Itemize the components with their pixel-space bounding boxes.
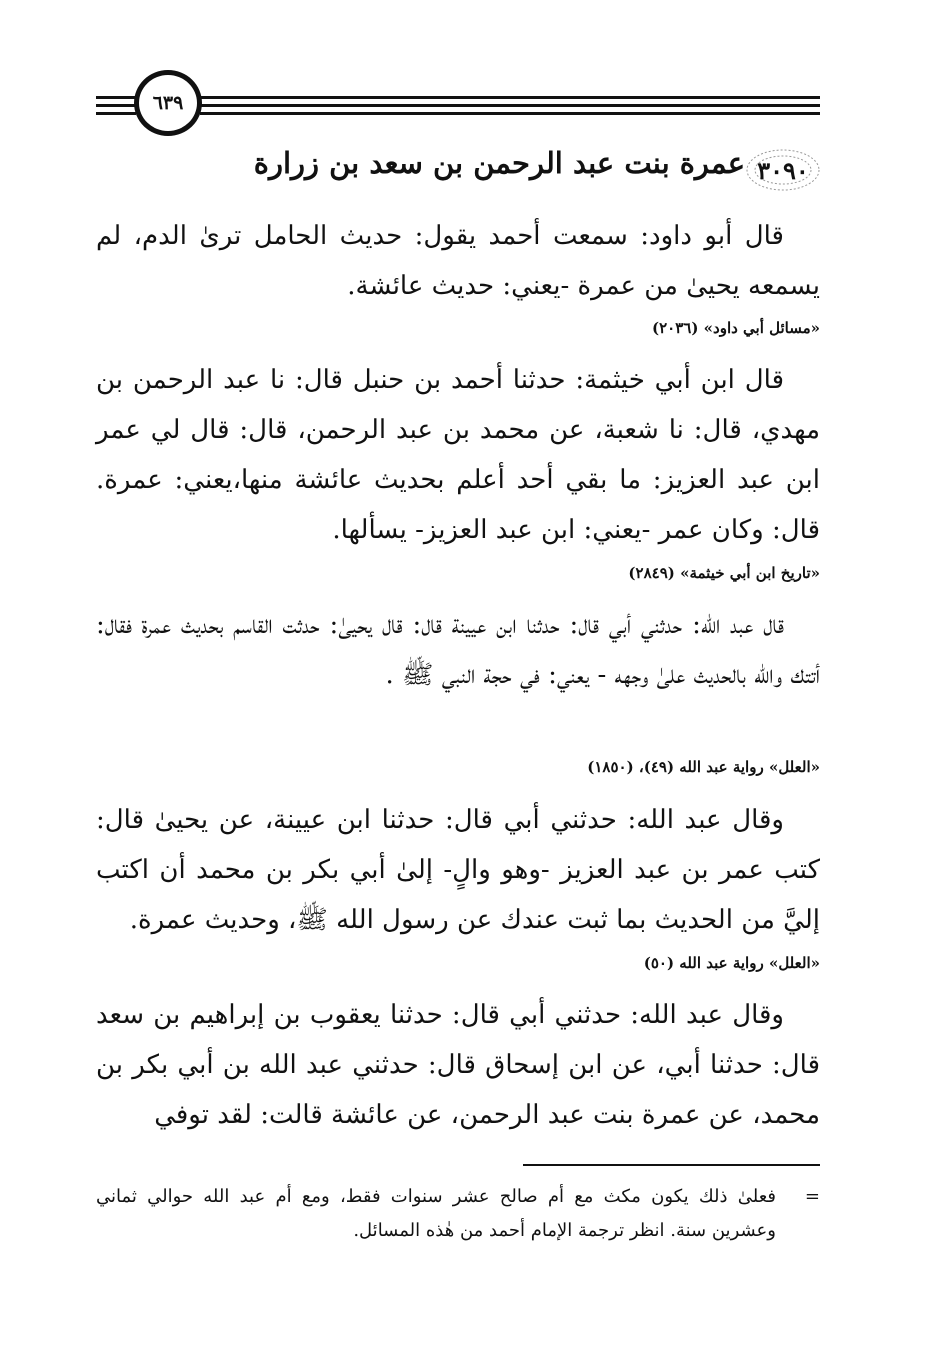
footnote-text: فعلىٰ ذلك يكون مكث مع أم صالح عشر سنوات فقط، ومع أم عبد الله حوالي ثماني وعشرين سنة. انظر ترجمة الإمام أحمد من هٰذه المسائل. [96,1186,776,1241]
paragraph-4 [96,795,820,945]
paragraph-text: قال أبو داود: سمعت أحمد يقول: حديث الحامل ترىٰ الدم، لم يسمعه يحيىٰ من عمرة -يعني: حديث عائشة. [96,221,820,301]
entry-number [743,146,823,194]
page-number [134,70,202,136]
paragraph-text: قال عبد الله: حدثني أبي قال: حدثنا ابن عيينة قال: قال يحيىٰ: حدثت القاسم بحديث عمرة فقال: أتتك والله بالحديث علىٰ وجهه - يعني: في حجة النبي ﷺ . [96,610,820,690]
header-rule [200,112,820,115]
footnote-marker: = [804,1186,820,1207]
source-citation: «تاريخ ابن أبي خيثمة» (٢٨٤٩) [628,564,820,582]
paragraph-5 [96,990,820,1140]
source-citation: «مسائل أبي داود» (٢٠٣٦) [652,319,820,337]
header-rule [96,104,136,107]
source-citation: «العلل» رواية عبد الله (٥٠) [643,954,820,972]
entry-title: عمرة بنت عبد الرحمن بن سعد بن زرارة [253,146,745,180]
header-rule [96,112,136,115]
footnote-divider [523,1164,820,1166]
paragraph-text: وقال عبد الله: حدثني أبي قال: حدثنا ابن عيينة، عن يحيىٰ قال: كتب عمر بن عبد العزيز -وهو والٍ- إلىٰ أبي بكر بن محمد أن اكتب إليَّ من الحديث بما ثبت عندك عن رسول الله ﷺ، وحديث عمرة. [96,805,820,935]
paragraph-2 [96,355,820,555]
header-rule [200,96,820,99]
header-rule [200,104,820,107]
page-number-text: ٦٣٩ [152,92,184,114]
paragraph-1 [96,211,820,311]
paragraph-text: قال ابن أبي خيثمة: حدثنا أحمد بن حنبل قال: نا عبد الرحمن بن مهدي، قال: نا شعبة، عن محمد بن عبد الرحمن، قال: قال لي عمر ابن عبد العزيز: ما بقي أحد أعلم بحديث عائشة منها،يعني: عمرة. قال: وكان عمر -يعني: ابن عبد العزيز- يسألها. [96,365,820,545]
entry-number-text: ٣٠٩٠ [757,155,809,185]
paragraph-3 [96,600,820,700]
footnote [96,1180,820,1248]
header-rule [96,96,136,99]
paragraph-text: وقال عبد الله: حدثني أبي قال: حدثنا يعقوب بن إبراهيم بن سعد قال: حدثنا أبي، عن ابن إسحاق قال: حدثني عبد الله بن أبي بكر بن محمد، عن عمرة بنت عبد الرحمن، عن عائشة قالت: لقد توفي [96,1000,820,1130]
source-citation: «العلل» رواية عبد الله (٤٩)، (١٨٥٠) [587,758,820,776]
